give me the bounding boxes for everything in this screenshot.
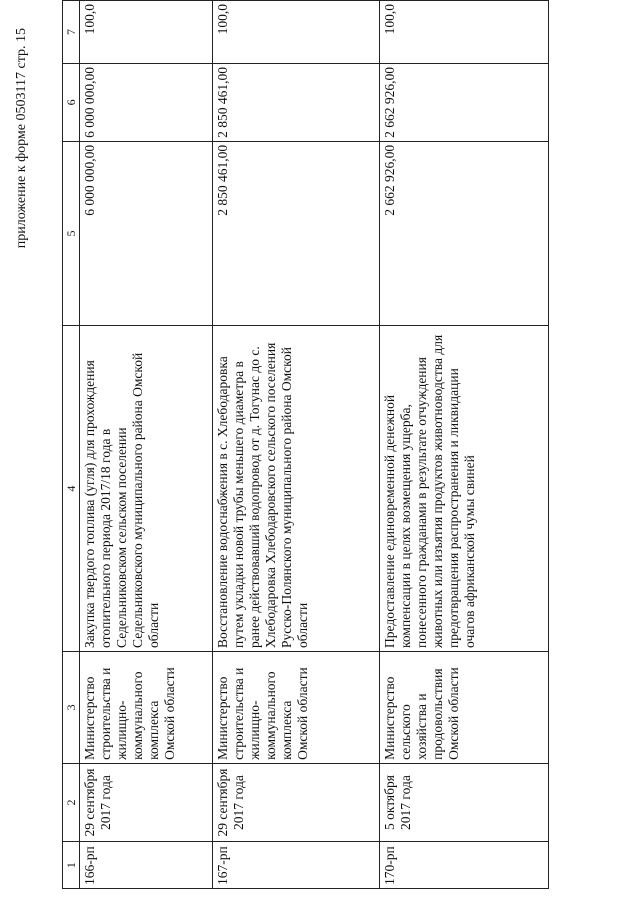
order-date: 29 сентября 2017 года (213, 763, 380, 841)
column-header: 7 (63, 1, 80, 64)
table-row (80, 1, 213, 889)
table-row (380, 1, 549, 889)
column-header: 2 (63, 763, 80, 841)
table-row (213, 1, 380, 889)
column-header: 3 (63, 651, 80, 763)
ministry: Министерство строительства и жилищно-коммунального комплекса Омской области (80, 651, 213, 763)
percent-executed: 100,0 (213, 1, 380, 64)
amount-spent: 2 850 461,00 (213, 63, 380, 141)
purpose: Закупка твердого топлива (угля) для прохождения отопительного периода 2017/18 года в Седельниковском сельском поселении Седельниковского муниципального района Омской области (80, 326, 213, 652)
amount-spent: 6 000 000,00 (80, 63, 213, 141)
order-date: 29 сентября 2017 года (80, 763, 213, 841)
percent-executed: 100,0 (380, 1, 549, 64)
column-header: 1 (63, 842, 80, 889)
ministry: Министерство сельского хозяйства и продовольствия Омской области (380, 651, 549, 763)
column-header: 6 (63, 63, 80, 141)
order-number: 166-рп (80, 842, 213, 889)
expenditure-table (62, 0, 549, 889)
purpose: Предоставление единовременной денежной компенсации в целях возмещения ущерба, понесенного гражданами в результате отчуждения животных или изъятия продуктов животноводства для предотвращения распространения и ликвидации очагов африканской чумы свиней (380, 326, 549, 652)
column-header: 4 (63, 326, 80, 652)
column-header: 5 (63, 141, 80, 325)
order-number: 170-рп (380, 842, 549, 889)
order-date: 5 октября 2017 года (380, 763, 549, 841)
ministry: Министерство строительства и жилищно-коммунального комплекса Омской области (213, 651, 380, 763)
form-appendix-note: приложение к форме 0503117 стр. 15 (14, 28, 29, 249)
order-number: 167-рп (213, 842, 380, 889)
purpose: Восстановление водоснабжения в с. Хлебодаровка путем укладки новой трубы меньшего диаметра в ранее действовавший водопровод от д. Тогунас до с. Хлебодаровка Хлебодаровского сельского поселения Русско-Полянского муниципального района Омской области (213, 326, 380, 652)
amount-allocated: 2 850 461,00 (213, 141, 380, 325)
amount-spent: 2 662 926,00 (380, 63, 549, 141)
percent-executed: 100,0 (80, 1, 213, 64)
table-header-row (63, 1, 80, 889)
amount-allocated: 2 662 926,00 (380, 141, 549, 325)
amount-allocated: 6 000 000,00 (80, 141, 213, 325)
